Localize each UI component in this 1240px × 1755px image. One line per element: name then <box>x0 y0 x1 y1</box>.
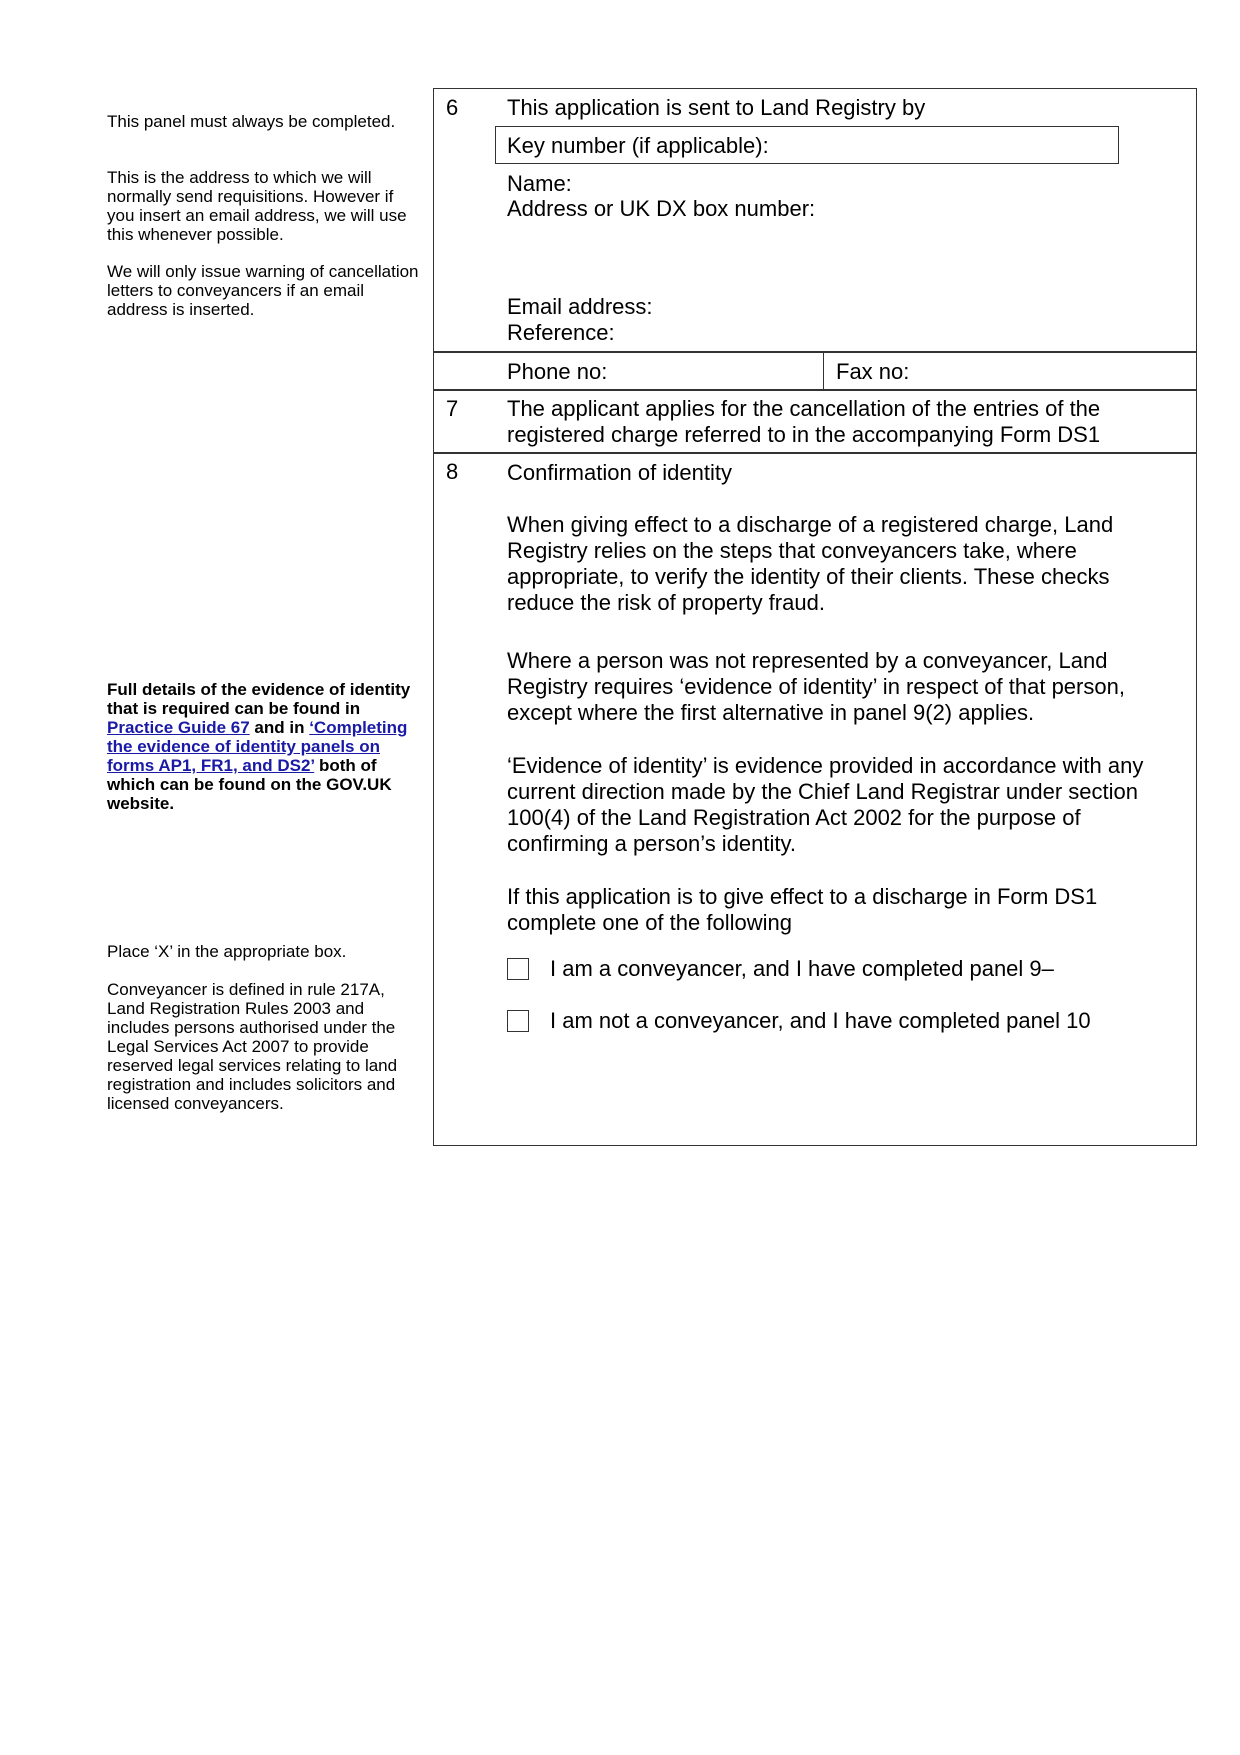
evidence-note <box>107 680 423 813</box>
panel-8 <box>433 452 1197 1146</box>
evidence-note-post: both of which can be found on the GOV.UK website. <box>107 756 392 813</box>
panel6-note-cancellation <box>107 262 423 319</box>
panel-8-para-4: If this application is to give effect to a discharge in Form DS1 complete one of the following <box>507 884 1098 935</box>
phone-label: Phone no: <box>507 359 608 384</box>
address-label: Address or UK DX box number: <box>507 196 816 221</box>
note-cancellation-text: We will only issue warning of cancellation letters to conveyancers if an email address is inserted. <box>107 262 419 319</box>
panel-6 <box>433 88 1197 353</box>
place-x-note-text: Place ‘X’ in the appropriate box. <box>107 942 347 961</box>
reference-label: Reference: <box>507 320 615 345</box>
panel6-note-must-complete <box>107 112 423 131</box>
name-label: Name: <box>507 171 572 196</box>
not-conveyancer-option-label: I am not a conveyancer, and I have completed panel 10 <box>550 1008 1091 1033</box>
key-number-label: Key number (if applicable): <box>507 133 769 158</box>
fax-label: Fax no: <box>836 359 910 384</box>
panel-7 <box>433 389 1197 454</box>
panel-8-para-2: Where a person was not represented by a conveyancer, Land Registry requires ‘evidence of identity’ in respect of that person, except where the first alternative in panel 9(2) applies. <box>507 648 1125 725</box>
panel-8-title: Confirmation of identity <box>507 460 732 485</box>
conveyancer-note <box>107 980 423 1113</box>
completing-evidence-link[interactable]: ‘Completing the evidence of identity panels on forms AP1, FR1, and DS2’ <box>107 718 408 775</box>
panel-7-text: The applicant applies for the cancellation of the entries of the registered charge referred to in the accompanying Form DS1 <box>507 396 1101 447</box>
panel-6-title: This application is sent to Land Registry by <box>507 95 926 120</box>
practice-guide-link[interactable]: Practice Guide 67 <box>107 718 250 737</box>
evidence-note-mid: and in <box>249 718 310 737</box>
panel-7-number: 7 <box>446 396 459 421</box>
conveyancer-option-label: I am a conveyancer, and I have completed panel 9– <box>550 956 1054 981</box>
evidence-note-pre: Full details of the evidence of identity that is required can be found in <box>107 680 411 718</box>
conveyancer-note-text: Conveyancer is defined in rule 217A, Land Registration Rules 2003 and includes persons authorised under the Legal Services Act 2007 to provide reserved legal services relating to land registration and includes solicitors and licensed conveyancers. <box>107 980 398 1113</box>
note-must-complete-text: This panel must always be completed. <box>107 112 396 131</box>
key-number-field[interactable] <box>495 126 1119 164</box>
panel-8-number: 8 <box>446 459 459 484</box>
panel6-note-address <box>107 168 423 244</box>
phone-fax-row <box>433 351 1197 391</box>
panel-8-para-1: When giving effect to a discharge of a registered charge, Land Registry relies on the steps that conveyancers take, where appropriate, to verify the identity of their clients. These checks reduce the risk of property fraud. <box>507 512 1114 615</box>
panel-6-number: 6 <box>446 95 459 120</box>
note-address-text: This is the address to which we will normally send requisitions. However if you insert an email address, we will use this whenever possible. <box>107 168 407 244</box>
place-x-note <box>107 942 423 961</box>
not-conveyancer-checkbox[interactable] <box>507 1010 529 1032</box>
phone-fax-divider <box>823 352 824 390</box>
conveyancer-checkbox[interactable] <box>507 958 529 980</box>
panel-8-para-3: ‘Evidence of identity’ is evidence provided in accordance with any current direction made by the Chief Land Registrar under section 100(4) of the Land Registration Act 2002 for the purpose of confirming a person’s identity. <box>507 753 1144 856</box>
email-label: Email address: <box>507 294 653 319</box>
